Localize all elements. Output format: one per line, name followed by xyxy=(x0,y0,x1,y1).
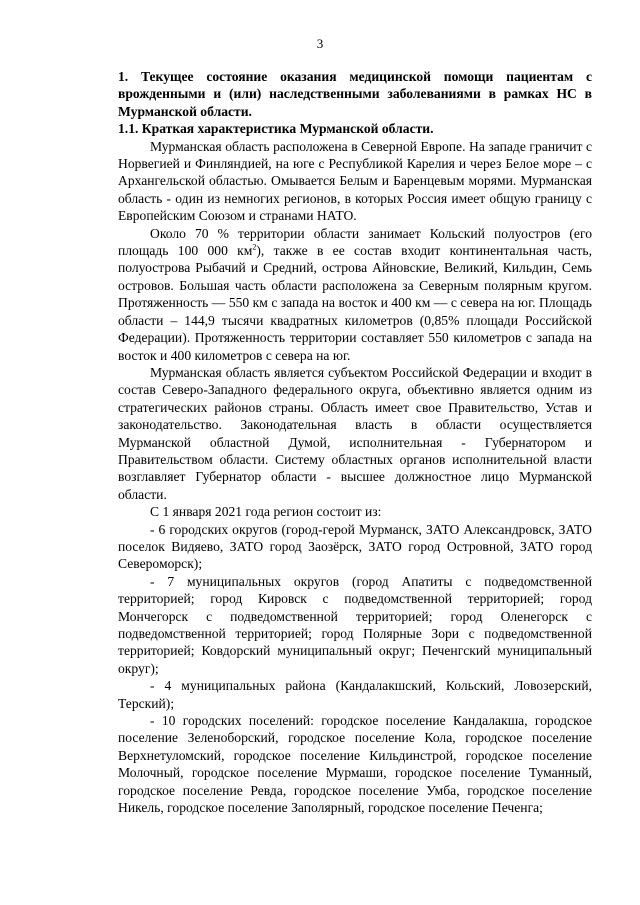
list-item-municipal-districts: - 7 муниципальных округов (город Апатиты с подведомственной территорией; город Кировск с подведомственной территорией; город Мончегорск с подведомственной территорией; город Оленегорск с подведомственной территорией; город Полярные Зори с подведомственной территорией; Ковдорский муниципальный округ; Печенгский муниципальный округ); xyxy=(118,573,592,676)
list-item-urban-settlements: - 10 городских поселений: городское поселение Кандалакша, городское поселение Зеленоборский, городское поселение Кола, городское поселение Верхнетуломский, городское поселение Кильдинстрой, городское поселение Молочный, городское поселение Мурмаши, городское поселение Туманный, городское поселение Ревда, городское поселение Умба, городское поселение Никель, городское поселение Заполярный, городское поселение Печенга; xyxy=(118,713,592,816)
subsection-heading: 1.1. Краткая характеристика Мурманской области. xyxy=(118,121,434,137)
paragraph-government: Мурманская область является субъектом Российской Федерации и входит в состав Северо-Западного федерального округа, объективно является одним из стратегических районов страны. Область имеет свое Правительство, Устав и законодательство. Законодательная власть в области осуществляется Мурманской областной Думой, исполнительная - Губернатором и Правительством области. Систему областных органов исполнительной власти возглавляет Губернатор области - высшее должностное лицо Мурманской области. xyxy=(118,364,592,502)
paragraph-territory xyxy=(118,225,592,364)
list-item-municipal-regions: - 4 муниципальных района (Кандалакшский, Кольский, Ловозерский, Терский); xyxy=(118,678,592,711)
paragraph-composition-intro: С 1 января 2021 года регион состоит из: xyxy=(150,504,382,520)
square-superscript: 2 xyxy=(252,242,257,252)
paragraph-geography: Мурманская область расположена в Северной Европе. На западе граничит с Норвегией и Финляндией, на юге с Республикой Карелия и через Белое море – с Архангельской областью. Омывается Белым и Баренцевым морями. Мурманская область - один из немногих регионов, в которых Россия имеет общую границу с Европейским Союзом и странами НАТО. xyxy=(118,138,592,224)
territory-text-end: ), также в ее состав входит континентальная часть, полуострова Рыбачий и Средний, острова Айновские, Великий, Кильдин, Семь островов. Большая часть области расположена за Северным полярным кругом. Протяженность — 550 км с запада на восток и 400 км — с севера на юг. Площадь области – 144,9 тысячи квадратных километров (0,85% площади Российской Федерации). Протяженность территории составляет 550 километров с запада на восток и 400 километров с севера на юг. xyxy=(118,243,593,363)
document-body xyxy=(118,68,592,816)
page-number: 3 xyxy=(316,36,324,51)
list-item-urban-districts: - 6 городских округов (город-герой Мурманск, ЗАТО Александровск, ЗАТО поселок Видяево, ЗАТО город Заозёрск, ЗАТО город Островной, ЗАТО город Североморск); xyxy=(118,521,592,572)
territory-text-start: Около 70 % территории области занимает Кольский полуостров (его площадь 100 000 км xyxy=(118,225,592,259)
section-heading: 1. Текущее состояние оказания медицинской помощи пациентам с врожденными и (или) наследственными заболеваниями в рамках НС в Мурманской области. xyxy=(118,69,592,119)
